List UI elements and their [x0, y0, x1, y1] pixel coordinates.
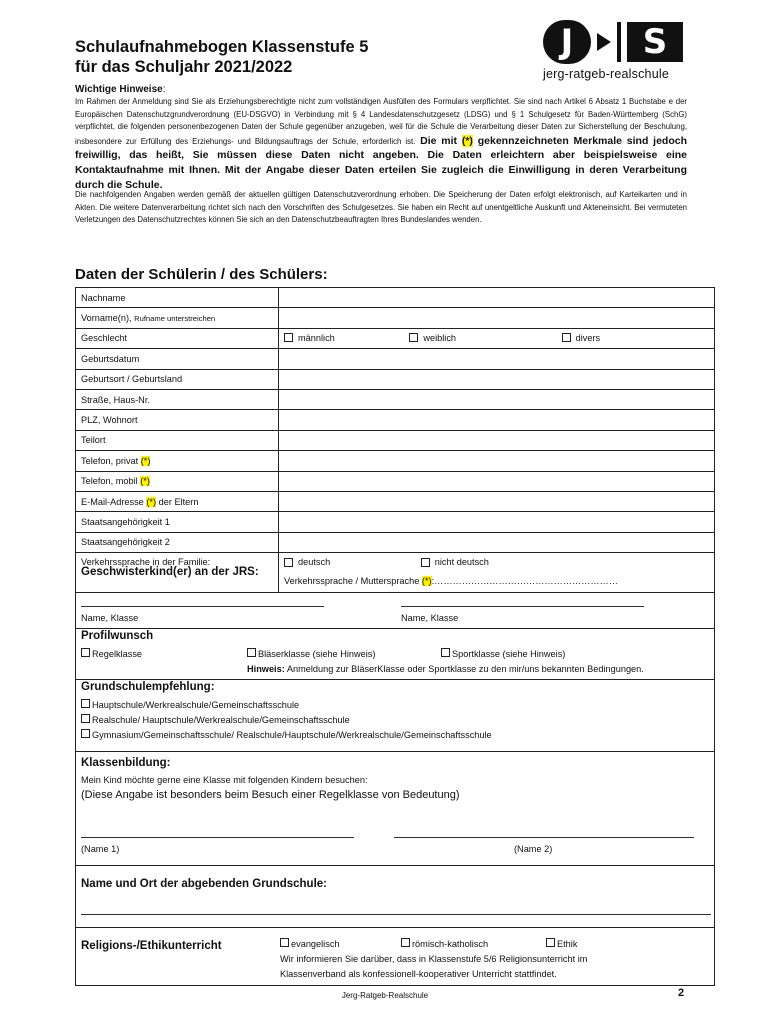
profile-hint-text: Anmeldung zur BläserKlasse oder Sportklasse zu den mir/uns bekannten Bedingungen.: [284, 664, 644, 674]
profile-option-wind[interactable]: [247, 648, 375, 659]
school-logo: [543, 20, 689, 88]
row-label: Verkehrssprache in der Familie:: [76, 553, 279, 593]
staatsangehoerigkeit-2-field[interactable]: [279, 532, 715, 552]
option-label: römisch-katholisch: [412, 939, 489, 949]
profile-hint-bold: Hinweis:: [247, 664, 285, 674]
religion-option-ethics[interactable]: [546, 938, 577, 949]
profile-option-regular[interactable]: [81, 648, 142, 659]
table-row: [76, 308, 715, 328]
checkbox-icon[interactable]: [81, 648, 90, 657]
checkbox-icon[interactable]: [247, 648, 256, 657]
class-formation-block: [75, 752, 715, 866]
name-2-line[interactable]: [394, 837, 694, 838]
option-label: Ethik: [557, 939, 578, 949]
strasse-field[interactable]: [279, 389, 715, 409]
option-label: männlich: [298, 332, 335, 343]
vorname-label: Vorname(n),: [81, 313, 135, 324]
checkbox-icon[interactable]: [441, 648, 450, 657]
recommendation-block: [75, 680, 715, 752]
checkbox-icon[interactable]: [284, 333, 293, 342]
recommendation-option[interactable]: [81, 729, 492, 740]
recommendation-option[interactable]: [81, 714, 350, 725]
row-label: Straße, Haus-Nr.: [76, 389, 279, 409]
plz-wohnort-field[interactable]: [279, 410, 715, 430]
siblings-block: [75, 562, 715, 629]
notice-heading-text: Wichtige Hinweise: [75, 84, 163, 95]
logo-s-mark: S: [627, 22, 683, 62]
recommendation-option[interactable]: [81, 699, 299, 710]
logo-j-mark: J: [543, 20, 591, 64]
siblings-heading: Geschwisterkind(er) an der JRS:: [81, 566, 259, 578]
checkbox-icon[interactable]: [401, 938, 410, 947]
page-number: 2: [678, 987, 685, 999]
notice-p1-bold-b: gekennzeichneten Merkmale sind jedoch freiwillig, das heißt, Sie müssen diese Daten nicht angeben. Die Daten erleichtern aber beispielsweise eine Kontaktaufnahme mit Ihnen. Mit der Angabe dieser Daten erteilen Sie zugleich die Einwilligung in deren Verarbeitung durch die Schule.: [75, 134, 688, 191]
checkbox-icon[interactable]: [546, 938, 555, 947]
logo-bar-mark: [617, 22, 621, 62]
footer-school: Jerg-Ratgeb-Realschule: [341, 991, 429, 1000]
option-label: divers: [575, 332, 601, 343]
option-label: Hauptschule/Werkrealschule/Gemeinschaftsschule: [92, 700, 300, 710]
name-1-line[interactable]: [81, 837, 354, 838]
class-formation-line-1: Mein Kind möchte gerne eine Klasse mit folgenden Kindern besuchen:: [81, 775, 368, 785]
telefon-mobil-label: Telefon, mobil: [81, 476, 141, 487]
title-line-1: Schulaufnahmebogen Klassenstufe 5: [75, 38, 369, 56]
teilort-field[interactable]: [279, 430, 715, 450]
religion-option-catholic[interactable]: [401, 938, 488, 949]
table-row: [76, 491, 715, 511]
religion-heading: Religions-/Ethikunterricht: [81, 940, 222, 952]
notice-heading-colon: :: [162, 84, 166, 95]
table-row: [76, 288, 715, 308]
row-label: [76, 471, 279, 491]
checkbox-icon[interactable]: [409, 333, 418, 342]
mother-tongue-label: Verkehrssprache / Muttersprache: [284, 575, 422, 586]
notice-p1-normal: Im Rahmen der Anmeldung sind Sie als Erziehungsberechtigte nicht zum vollständigen Ausfüllen des Formulars verpflichtet. Sie sind nach Artikel 6 Absatz 1 Buchstabe e der Europäischen Datenschutzgrundverordnung (EU-DSGVO) in Verbindung mit § 4 Landesdatenschutzgesetz (LDSG) und § 1 Schulgesetz für Baden-Württemberg (SchG) verpflichtet, die folgenden personenbezogenen Daten der Schule gegenüber anzugeben, weil für die Schule die Verarbeitung dieser Daten zur Sicherstellung der Beschulung, insbesondere zur Erfüllung des Erziehungs- und Bildungsauftrags der Schule, erforderlich ist.: [75, 97, 687, 146]
table-row: [76, 389, 715, 409]
staatsangehoerigkeit-1-field[interactable]: [279, 512, 715, 532]
recommendation-heading: Grundschulempfehlung:: [81, 681, 215, 693]
sibling-1-line[interactable]: [81, 606, 324, 607]
name-2-label: (Name 2): [514, 844, 553, 854]
option-label: weiblich: [423, 332, 457, 343]
email-label-suffix: der Eltern: [156, 496, 199, 507]
class-formation-heading: Klassenbildung:: [81, 757, 171, 769]
option-label: deutsch: [298, 557, 331, 568]
profile-heading: Profilwunsch: [81, 630, 154, 642]
profile-block: [75, 629, 715, 680]
checkbox-icon[interactable]: [81, 699, 90, 708]
optional-marker: (*): [140, 476, 150, 487]
vorname-label-note: Rufname unterstreichen: [134, 314, 216, 324]
optional-marker: (*): [146, 496, 157, 507]
option-label: nicht deutsch: [434, 557, 489, 568]
class-formation-line-2: (Diese Angabe ist besonders beim Besuch einer Regelklasse von Bedeutung): [81, 789, 460, 801]
option-label: Bläserklasse (siehe Hinweis): [258, 649, 376, 659]
table-row: [76, 369, 715, 389]
table-row: [76, 451, 715, 471]
nachname-field[interactable]: [279, 288, 715, 308]
row-label: [76, 308, 279, 328]
sibling-2-line[interactable]: [401, 606, 644, 607]
gender-option-male[interactable]: [284, 333, 335, 343]
row-label: [76, 491, 279, 511]
name-1-label: (Name 1): [81, 844, 120, 854]
row-label: Staatsangehörigkeit 2: [76, 532, 279, 552]
notice-heading: [75, 84, 166, 95]
row-label: Staatsangehörigkeit 1: [76, 512, 279, 532]
geburtsort-field[interactable]: [279, 369, 715, 389]
geburtsdatum-field[interactable]: [279, 349, 715, 369]
title-line-2: für das Schuljahr 2021/2022: [75, 58, 293, 76]
logo-text: jerg-ratgeb-realschule: [543, 67, 669, 81]
row-label: Geburtsdatum: [76, 349, 279, 369]
option-label: evangelisch: [291, 939, 340, 949]
row-label: Geburtsort / Geburtsland: [76, 369, 279, 389]
table-row: [76, 410, 715, 430]
email-field[interactable]: [279, 491, 715, 511]
table-row: [76, 328, 715, 348]
table-row: [76, 471, 715, 491]
table-row: [76, 532, 715, 552]
row-label: PLZ, Wohnort: [76, 410, 279, 430]
option-label: Realschule/ Hauptschule/Werkrealschule/Gemeinschaftsschule: [92, 715, 350, 725]
option-label: Sportklasse (siehe Hinweis): [452, 649, 566, 659]
row-label: Teilort: [76, 430, 279, 450]
row-label: Geschlecht: [76, 328, 279, 348]
student-data-table: [75, 287, 715, 593]
row-label: Nachname: [76, 288, 279, 308]
mother-tongue-dots: :……………………………………………………: [431, 575, 618, 586]
option-label: Regelklasse: [92, 649, 143, 659]
sibling-2-label: Name, Klasse: [401, 613, 459, 623]
row-label: [76, 451, 279, 471]
table-row: [76, 430, 715, 450]
religion-block: [75, 928, 715, 986]
table-row: [76, 349, 715, 369]
religion-option-protestant[interactable]: [280, 938, 340, 949]
checkbox-icon[interactable]: [81, 714, 90, 723]
page-title: [75, 37, 368, 77]
email-label: E-Mail-Adresse: [81, 496, 147, 507]
telefon-privat-label: Telefon, privat: [81, 455, 141, 466]
checkbox-icon[interactable]: [81, 729, 90, 738]
notice-p1-bold-a: Die mit: [415, 134, 462, 147]
telefon-privat-field[interactable]: [279, 451, 715, 471]
checkbox-icon[interactable]: [280, 938, 289, 947]
gender-option-female[interactable]: [409, 333, 456, 343]
religion-info-line-1: Wir informieren Sie darüber, dass in Klassenstufe 5/6 Religionsunterricht im: [280, 954, 588, 964]
primary-school-block: [75, 866, 715, 928]
vorname-field[interactable]: [279, 308, 715, 328]
sibling-1-label: Name, Klasse: [81, 613, 139, 623]
table-row: [76, 512, 715, 532]
optional-marker: (*): [461, 134, 473, 147]
profile-hint: [247, 664, 644, 674]
primary-school-heading: Name und Ort der abgebenden Grundschule:: [81, 878, 328, 890]
logo-marks: [543, 20, 689, 64]
profile-option-sport[interactable]: [441, 648, 565, 659]
optional-marker: (*): [140, 455, 151, 466]
gender-option-diverse[interactable]: [562, 333, 601, 343]
logo-arrow-icon: [597, 33, 611, 51]
notice-paragraph-1: [75, 96, 687, 192]
student-section-heading: Daten der Schülerin / des Schülers:: [75, 266, 328, 283]
telefon-mobil-field[interactable]: [279, 471, 715, 491]
gender-options: [279, 328, 715, 348]
religion-info-line-2: Klassenverband als konfessionell-kooperativer Unterricht stattfindet.: [280, 969, 557, 979]
notice-paragraph-2: Die nachfolgenden Angaben werden gemäß der aktuellen gültigen Datenschutzverordnung erhoben. Die Speicherung der Daten erfolgt elektronisch, auf Karteikarten und in Akten. Die weitere Datenverarbeitung richtet sich nach den Vorschriften des Schulgesetzes. Sie haben ein Recht auf unentgeltliche Auskunft und Akteneinsicht. Bei vermuteten Verletzungen des Datenschutzrechtes können Sie sich an den Datenschutzbeauftragten Ihres Bundeslandes wenden.: [75, 190, 687, 225]
checkbox-icon[interactable]: [562, 333, 571, 342]
primary-school-line[interactable]: [81, 914, 711, 915]
optional-marker: (*): [421, 575, 432, 586]
option-label: Gymnasium/Gemeinschaftsschule/ Realschule/Hauptschule/Werkrealschule/Gemeinschaftsschule: [92, 730, 492, 740]
